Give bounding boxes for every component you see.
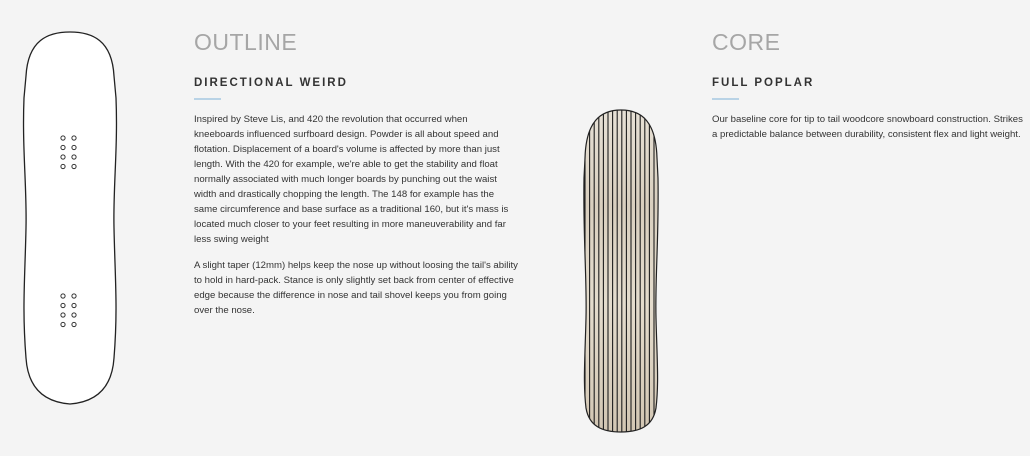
insert-hole <box>72 136 76 140</box>
core-subtitle: FULL POPLAR <box>712 77 815 89</box>
insert-hole <box>72 145 76 149</box>
core-paragraph-1: Our baseline core for tip to tail woodcore snowboard construction. Strikes a predictable balance between durability, consistent flex and light weight. <box>712 114 1023 140</box>
insert-hole <box>72 313 76 317</box>
insert-hole <box>61 294 65 298</box>
insert-hole <box>61 155 65 159</box>
outline-accent-divider <box>194 98 221 100</box>
core-accent-divider <box>712 98 739 100</box>
insert-hole <box>61 313 65 317</box>
outline-paragraph-1: Inspired by Steve Lis, and 420 the revolution that occurred when kneeboards influenced surfboard design. Powder is all about speed and flotation. Displacement of a board's volume is affected by more than just length. With the 420 for example, we're able to get the stability and float normally associated with much longer boards by punching out the waist width and drastically chopping the length. The 148 for example has the same circumference and base surface as a traditional 160, but it's mass is located much closer to your feet resulting in more maneuverability and far less swing weight <box>194 114 509 245</box>
insert-hole <box>72 322 76 326</box>
wood-core-strips-icon <box>580 108 662 434</box>
insert-hole <box>61 322 65 326</box>
insert-hole <box>72 294 76 298</box>
insert-hole <box>61 303 65 307</box>
snowboard-outline-icon <box>18 28 122 408</box>
outline-title: OUTLINE <box>194 29 298 55</box>
insert-hole <box>61 145 65 149</box>
outline-section <box>194 28 520 329</box>
insert-hole <box>72 164 76 168</box>
outline-subtitle: DIRECTIONAL WEIRD <box>194 77 348 89</box>
insert-hole <box>61 136 65 140</box>
insert-hole <box>72 155 76 159</box>
core-section <box>712 28 1024 153</box>
insert-hole <box>61 164 65 168</box>
insert-hole <box>72 303 76 307</box>
outline-paragraph-2: A slight taper (12mm) helps keep the nose up without loosing the tail's ability to hold in hard-pack. Stance is only slightly set back from center of effective edge because the difference in nose and tail shovel keeps you from going over the nose. <box>194 260 518 316</box>
core-title: CORE <box>712 29 781 55</box>
